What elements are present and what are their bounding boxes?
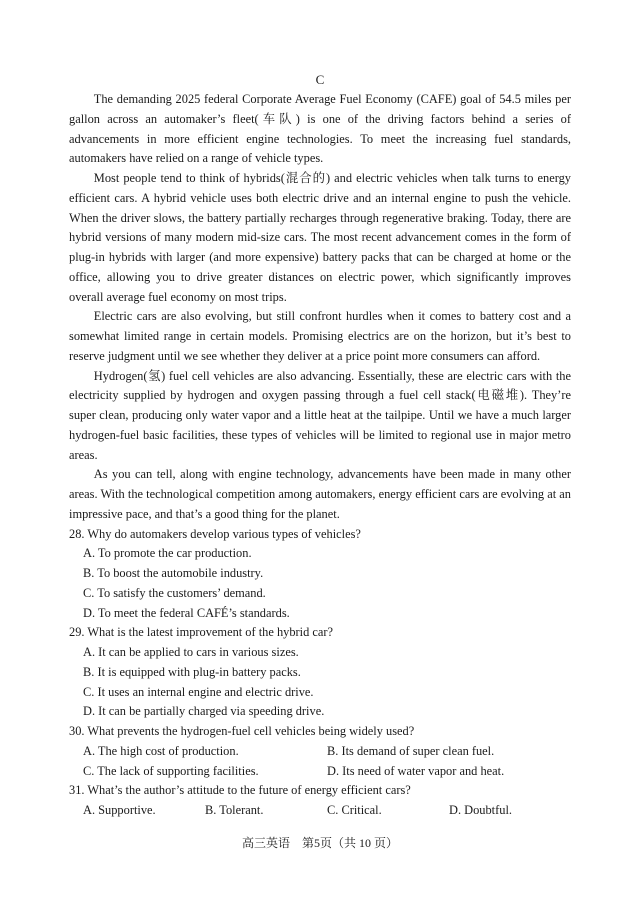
exam-page-content bbox=[69, 70, 571, 821]
passage-paragraph-1: The demanding 2025 federal Corporate Average Fuel Economy (CAFE) goal of 54.5 miles per gallon across an automaker’s fleet(车队) is one of the driving factors behind a series of advancements in more efficient engine technologies. To meet the increasing fuel standards, automakers have relied on a range of vehicle types. bbox=[69, 92, 571, 166]
option-c: C. It uses an internal engine and electric drive. bbox=[83, 684, 314, 699]
passage-paragraph-4: Hydrogen(氢) fuel cell vehicles are also advancing. Essentially, these are electric cars with the electricity supplied by hydrogen and oxygen passing through a fuel cell stack(电磁堆). They’re super clean, producing only water vapor and a little heat at the tailpipe. Until we have a much larger hydrogen-fuel basic facilities, these types of vehicles will be limited to regional use in major metro areas. bbox=[69, 368, 571, 462]
page-footer: 高三英语 第5页（共 10 页） bbox=[241, 836, 398, 850]
question-stem: 31. What’s the author’s attitude to the future of energy efficient cars? bbox=[69, 783, 411, 798]
option-c: C. The lack of supporting facilities. bbox=[83, 763, 259, 778]
passage-paragraph-5: As you can tell, along with engine technology, advancements have been made in many other areas. With the technological competition among automakers, energy efficient cars are evolving at an impressive pace, and that’s a good thing for the planet. bbox=[69, 467, 571, 521]
answer-options bbox=[69, 801, 571, 821]
question-stem: 30. What prevents the hydrogen-fuel cell vehicles being widely used? bbox=[69, 724, 415, 738]
question-29 bbox=[69, 623, 571, 722]
option-c: C. To satisfy the customers’ demand. bbox=[83, 585, 266, 600]
option-d: D. Doubtful. bbox=[449, 803, 512, 817]
option-a: A. Supportive. bbox=[83, 803, 156, 817]
option-a: A. The high cost of production. bbox=[83, 743, 239, 758]
question-31 bbox=[69, 781, 571, 821]
option-a: A. It can be applied to cars in various sizes. bbox=[83, 645, 299, 659]
option-d: D. To meet the federal CAFÉ’s standards. bbox=[83, 605, 290, 620]
option-b: B. It is equipped with plug-in battery packs. bbox=[83, 664, 301, 679]
passage-paragraph-3: Electric cars are also evolving, but still confront hurdles when it comes to battery cost and a somewhat limited range in certain models. Promising electrics are on the horizon, but it’s best to reserve judgment until we see whether they deliver at a price point more consumers can afford. bbox=[69, 309, 571, 363]
option-b: B. To boost the automobile industry. bbox=[83, 566, 264, 580]
option-c: C. Critical. bbox=[327, 803, 382, 817]
answer-options bbox=[69, 742, 571, 782]
reading-passage bbox=[69, 90, 571, 525]
option-d: D. Its need of water vapor and heat. bbox=[327, 763, 505, 778]
section-letter: C bbox=[315, 72, 325, 87]
answer-options bbox=[69, 544, 571, 623]
option-b: B. Tolerant. bbox=[205, 803, 264, 817]
option-a: A. To promote the car production. bbox=[83, 546, 252, 561]
answer-options bbox=[69, 643, 571, 722]
question-stem: 28. Why do automakers develop various types of vehicles? bbox=[69, 526, 361, 541]
passage-paragraph-2: Most people tend to think of hybrids(混合的) and electric vehicles when talk turns to energy efficient cars. A hybrid vehicle uses both electric drive and an internal engine to push the vehicle. When the driver slows, the battery partially recharges through regenerative braking. Today, there are hybrid versions of many modern mid-size cars. The most recent advancement comes in the form of plug-in hybrids with larger (and more expensive) battery packs that can be charged at home or the office, allowing you to drive greater distances on electric power, which significantly improves overall average fuel economy on most trips. bbox=[69, 171, 571, 304]
option-d: D. It can be partially charged via speeding drive. bbox=[83, 704, 325, 719]
question-30 bbox=[69, 722, 571, 781]
option-b: B. Its demand of super clean fuel. bbox=[327, 743, 495, 758]
question-28 bbox=[69, 525, 571, 624]
question-stem: 29. What is the latest improvement of the hybrid car? bbox=[69, 625, 334, 640]
